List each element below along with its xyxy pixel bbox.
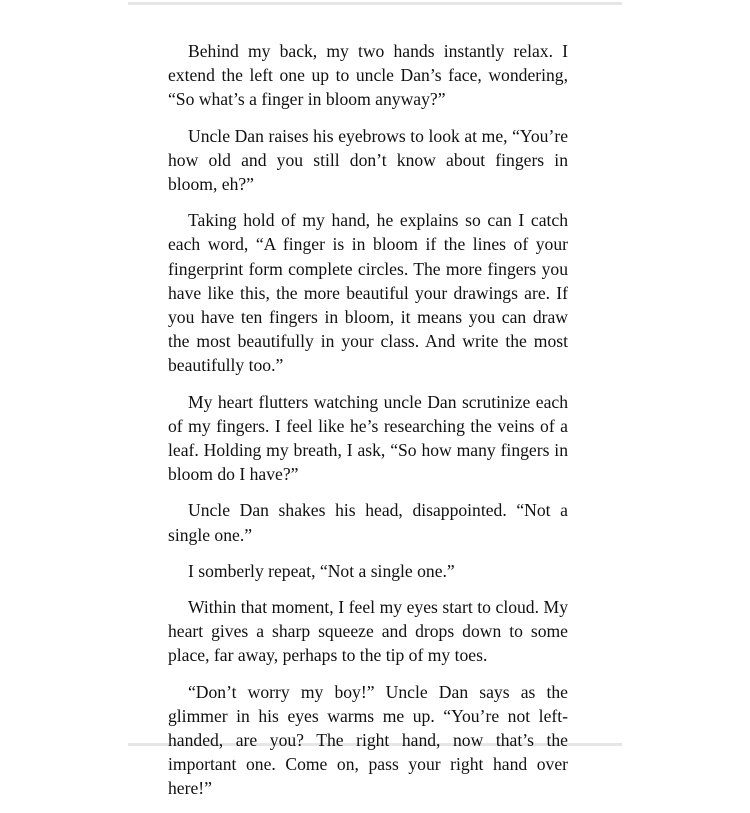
- paragraph-3: Taking hold of my hand, he explains so can I catch each word, “A finger is in bloom if the lines of your fingerprint form complete circles. The more fingers you have like this, the more beautiful your drawings are. If you have ten fingers in bloom, it means you can draw the most beautifully in your class. And write the most beautifully too.”: [168, 210, 568, 376]
- paragraph-6: I somberly repeat, “Not a single one.”: [188, 560, 455, 581]
- paragraph-5: Uncle Dan shakes his head, disappointed. “Not a single one.”: [168, 500, 568, 545]
- paragraph-4: My heart flutters watching uncle Dan scrutinize each of my fingers. I feel like he’s researching the veins of a leaf. Holding my breath, I ask, “So how many fingers in bloom do I have?”: [168, 391, 568, 485]
- paragraph-7: Within that moment, I feel my eyes start to cloud. My heart gives a sharp squeeze and drops down to some place, far away, perhaps to the tip of my toes.: [168, 597, 568, 666]
- page-text: [168, 39, 568, 813]
- paragraph-1: Behind my back, my two hands instantly relax. I extend the left one up to uncle Dan’s face, wondering, “So what’s a finger in bloom anyway?”: [168, 41, 568, 110]
- book-page: [128, 2, 622, 799]
- paragraph-8: “Don’t worry my boy!” Uncle Dan says as the glimmer in his eyes warms me up. “You’re not left-handed, are you? The right hand, now that’s the important one. Come on, pass your right hand over here!”: [168, 681, 568, 799]
- paragraph-2: Uncle Dan raises his eyebrows to look at me, “You’re how old and you still don’t know about fingers in bloom, eh?”: [168, 125, 568, 195]
